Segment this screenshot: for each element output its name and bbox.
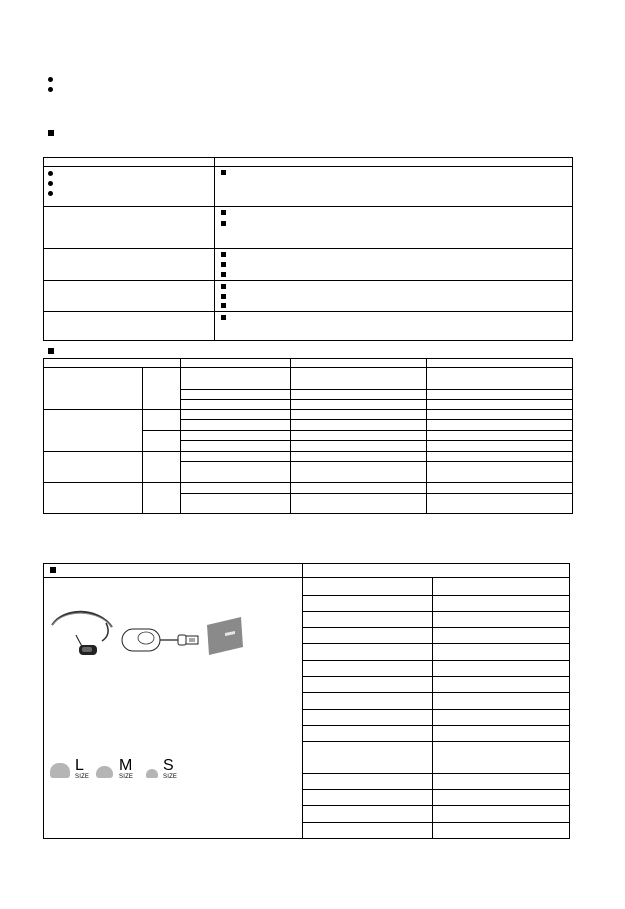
ear-tip-icon xyxy=(50,763,70,778)
square-bullet-icon xyxy=(221,315,226,320)
intro-bullet-icon xyxy=(48,87,53,92)
square-bullet-icon xyxy=(221,170,226,175)
parameter-box xyxy=(302,563,570,839)
parameter-row-line xyxy=(302,725,570,726)
spec-row-line xyxy=(180,461,573,462)
spec-header-line xyxy=(43,367,573,368)
parameter-row-line xyxy=(302,805,570,806)
parameter-row-line xyxy=(302,660,570,661)
parameter-row-line xyxy=(302,741,570,742)
table-row-line xyxy=(43,311,573,312)
spec-col-line xyxy=(426,358,427,514)
bullet-dot-icon xyxy=(48,181,53,186)
square-bullet-icon xyxy=(221,272,226,277)
spec-row-line xyxy=(180,440,573,441)
parameter-row-line xyxy=(302,676,570,677)
ear-tip-icon xyxy=(96,766,113,778)
square-bullet-icon xyxy=(221,294,226,299)
parameter-row-line xyxy=(302,822,570,823)
table-row-line xyxy=(43,248,573,249)
spec-col-line xyxy=(180,358,181,514)
spec-row-line xyxy=(180,419,573,420)
specifications-table xyxy=(43,358,573,514)
intro-bullet-icon xyxy=(48,77,53,82)
spec-col-line xyxy=(142,367,143,514)
parameter-row-line xyxy=(302,789,570,790)
spec-row-line xyxy=(180,399,573,400)
troubleshooting-table xyxy=(43,157,573,341)
spec-row-line xyxy=(43,482,573,483)
table-divider xyxy=(214,157,215,341)
parameter-row-line xyxy=(302,692,570,693)
usb-charging-cable-icon xyxy=(120,626,200,656)
size-label: SIZE xyxy=(75,774,90,780)
parameter-row-line xyxy=(302,773,570,774)
package-header-line xyxy=(43,577,303,578)
section-square-icon xyxy=(48,348,54,354)
bullet-dot-icon xyxy=(48,191,53,196)
spec-row-line xyxy=(43,451,573,452)
ear-tip-icon xyxy=(146,769,158,778)
quick-start-card-icon xyxy=(205,615,245,657)
square-bullet-icon xyxy=(221,210,226,215)
section-square-icon xyxy=(50,567,56,573)
table-header-line xyxy=(43,166,573,167)
bullet-dot-icon xyxy=(48,171,53,176)
size-label: SIZE xyxy=(163,774,178,780)
spec-row-line xyxy=(43,409,573,410)
square-bullet-icon xyxy=(221,221,226,226)
square-bullet-icon xyxy=(221,303,226,308)
parameter-col-line xyxy=(432,577,433,839)
size-letter: S xyxy=(163,757,174,774)
spec-row-line xyxy=(142,430,573,431)
size-letter: M xyxy=(119,757,133,774)
table-row-line xyxy=(43,280,573,281)
table-row-line xyxy=(43,206,573,207)
square-bullet-icon xyxy=(221,262,226,267)
square-bullet-icon xyxy=(221,252,226,257)
bone-conduction-headset-icon xyxy=(46,605,118,660)
spec-row-line xyxy=(180,389,573,390)
spec-row-line xyxy=(180,493,573,494)
parameter-header-line xyxy=(302,577,570,578)
parameter-row-line xyxy=(302,595,570,596)
size-label: SIZE xyxy=(119,774,134,780)
spec-col-line xyxy=(290,358,291,514)
parameter-row-line xyxy=(302,643,570,644)
section-square-icon xyxy=(48,130,54,136)
parameter-row-line xyxy=(302,627,570,628)
size-letter: L xyxy=(75,757,84,774)
parameter-row-line xyxy=(302,611,570,612)
parameter-row-line xyxy=(302,709,570,710)
square-bullet-icon xyxy=(221,284,226,289)
